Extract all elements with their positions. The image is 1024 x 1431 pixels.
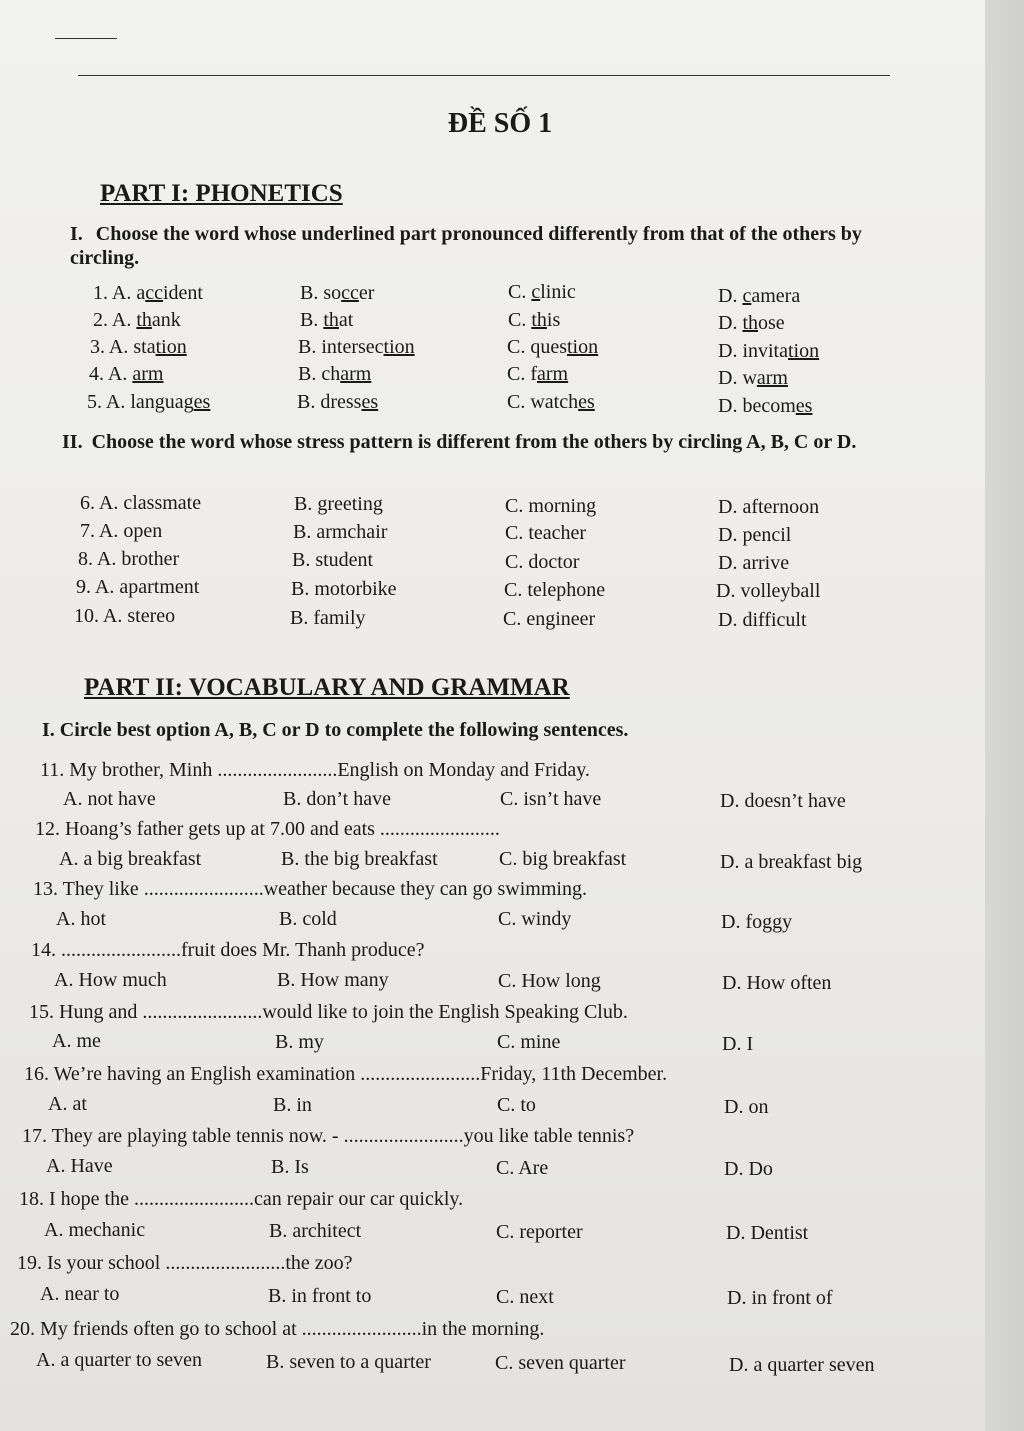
option-a[interactable]: A. accident	[111, 282, 203, 304]
question-6-option-c[interactable]: C. morning	[505, 495, 597, 517]
question-17-option-a[interactable]: A. Have	[46, 1155, 113, 1177]
option-a[interactable]: A. arm	[107, 363, 164, 385]
question-15-stem: 15. Hung and ........................would like to join the English Speaking Club.	[29, 1001, 628, 1023]
question-19-stem: 19. Is your school ........................the zoo?	[17, 1252, 353, 1274]
part1-sec2-instruction	[62, 430, 912, 454]
question-10: 10. A. stereo	[74, 605, 176, 627]
question-19-option-a[interactable]: A. near to	[40, 1283, 120, 1305]
question-17-option-c[interactable]: C. Are	[496, 1157, 549, 1179]
question-13-stem: 13. They like ........................weather because they can go swimming.	[33, 878, 587, 900]
question-1-option-b[interactable]: B. soccer	[300, 282, 375, 304]
question-15-option-a[interactable]: A. me	[52, 1030, 101, 1052]
question-14-stem: 14. ........................fruit does Mr. Thanh produce?	[31, 939, 425, 961]
question-11-stem: 11. My brother, Minh ........................English on Monday and Friday.	[40, 759, 590, 781]
question-16-stem: 16. We’re having an English examination ........................Friday, 11th December.	[24, 1063, 668, 1085]
question-5-option-c[interactable]: C. watches	[507, 391, 595, 413]
question-19-option-b[interactable]: B. in front to	[268, 1285, 372, 1307]
question-7-option-c[interactable]: C. teacher	[505, 522, 587, 544]
question-12-option-b[interactable]: B. the big breakfast	[281, 848, 438, 870]
question-14-option-a[interactable]: A. How much	[54, 969, 167, 991]
question-17-option-b[interactable]: B. Is	[271, 1156, 309, 1178]
question-11-option-c[interactable]: C. isn’t have	[500, 788, 602, 810]
question-14-option-d[interactable]: D. How often	[722, 972, 832, 994]
question-16-option-a[interactable]: A. at	[48, 1093, 87, 1115]
question-5-option-d[interactable]: D. becomes	[718, 395, 813, 417]
question-3: 3. A. station	[90, 336, 187, 358]
sec1-label: I.	[70, 223, 83, 245]
question-8-option-b[interactable]: B. student	[292, 549, 374, 571]
question-20-option-d[interactable]: D. a quarter seven	[729, 1354, 875, 1376]
option-a[interactable]: A. thank	[111, 309, 181, 331]
question-4: 4. A. arm	[89, 363, 164, 385]
question-13-option-a[interactable]: A. hot	[56, 908, 106, 930]
question-12-option-c[interactable]: C. big breakfast	[499, 848, 627, 870]
question-10-option-c[interactable]: C. engineer	[503, 608, 596, 630]
option-a[interactable]: A. station	[108, 336, 187, 358]
sec2-label: II.	[62, 431, 83, 453]
header-rule	[78, 75, 890, 76]
question-20-option-a[interactable]: A. a quarter to seven	[36, 1349, 203, 1371]
question-5-option-b[interactable]: B. dresses	[297, 391, 379, 413]
question-15-option-d[interactable]: D. I	[722, 1033, 754, 1055]
option-a[interactable]: A. brother	[96, 548, 180, 570]
question-6-option-d[interactable]: D. afternoon	[718, 496, 820, 518]
question-9-option-d[interactable]: D. volleyball	[716, 580, 821, 602]
part2-sec1-instruction: I. Circle best option A, B, C or D to complete the following sentences.	[42, 719, 629, 741]
option-a[interactable]: A. apartment	[94, 576, 200, 598]
question-15-option-b[interactable]: B. my	[275, 1031, 324, 1053]
question-1-option-d[interactable]: D. camera	[718, 285, 801, 307]
question-7-option-b[interactable]: B. armchair	[293, 521, 388, 543]
top-short-rule	[55, 38, 117, 39]
question-12-option-d[interactable]: D. a breakfast big	[720, 851, 863, 873]
option-a[interactable]: A. open	[98, 520, 163, 542]
question-13-option-c[interactable]: C. windy	[498, 908, 572, 930]
question-8-option-d[interactable]: D. arrive	[718, 552, 790, 574]
question-11-option-a[interactable]: A. not have	[63, 788, 156, 810]
question-16-option-b[interactable]: B. in	[273, 1094, 312, 1116]
question-19-option-c[interactable]: C. next	[496, 1286, 554, 1308]
question-4-option-c[interactable]: C. farm	[507, 363, 569, 385]
question-13-option-d[interactable]: D. foggy	[721, 911, 793, 933]
question-12-option-a[interactable]: A. a big breakfast	[59, 848, 202, 870]
question-20-option-b[interactable]: B. seven to a quarter	[266, 1351, 431, 1373]
question-20-option-c[interactable]: C. seven quarter	[495, 1352, 626, 1374]
option-a[interactable]: A. languages	[105, 391, 211, 413]
question-9-option-c[interactable]: C. telephone	[504, 579, 606, 601]
question-1-option-c[interactable]: C. clinic	[508, 281, 576, 303]
question-7: 7. A. open	[80, 520, 163, 542]
question-9: 9. A. apartment	[76, 576, 200, 598]
question-14-option-c[interactable]: C. How long	[498, 970, 601, 992]
question-11-option-d[interactable]: D. doesn’t have	[720, 790, 846, 812]
sec1-text: Choose the word whose underlined part pronounced differently from that of the others by circling.	[70, 223, 862, 269]
option-a[interactable]: A. stereo	[102, 605, 176, 627]
part1-sec1-instruction	[70, 222, 920, 270]
question-5: 5. A. languages	[87, 391, 211, 413]
question-7-option-d[interactable]: D. pencil	[718, 524, 792, 546]
question-6-option-b[interactable]: B. greeting	[294, 493, 383, 515]
question-20-stem: 20. My friends often go to school at ........................in the morning.	[10, 1318, 545, 1340]
question-17-stem: 17. They are playing table tennis now. - ........................you like table tennis?	[22, 1125, 635, 1147]
question-17-option-d[interactable]: D. Do	[724, 1158, 773, 1180]
question-11-option-b[interactable]: B. don’t have	[283, 788, 391, 810]
question-18-option-c[interactable]: C. reporter	[496, 1221, 583, 1243]
question-13-option-b[interactable]: B. cold	[279, 908, 337, 930]
question-2: 2. A. thank	[93, 309, 181, 331]
question-18-option-d[interactable]: D. Dentist	[726, 1222, 809, 1244]
question-1: 1. A. accident	[93, 282, 203, 304]
page-title: ĐỀ SỐ 1	[447, 108, 553, 139]
option-a[interactable]: A. classmate	[98, 492, 202, 514]
question-16-option-c[interactable]: C. to	[497, 1094, 536, 1116]
question-16-option-d[interactable]: D. on	[724, 1096, 769, 1118]
question-9-option-b[interactable]: B. motorbike	[291, 578, 397, 600]
question-15-option-c[interactable]: C. mine	[497, 1031, 561, 1053]
question-14-option-b[interactable]: B. How many	[277, 969, 389, 991]
question-12-stem: 12. Hoang’s father gets up at 7.00 and eats ........................	[35, 818, 500, 840]
question-19-option-d[interactable]: D. in front of	[727, 1287, 833, 1309]
question-3-option-b[interactable]: B. intersection	[298, 336, 415, 358]
question-8-option-c[interactable]: C. doctor	[505, 551, 580, 573]
question-3-option-c[interactable]: C. question	[507, 336, 599, 358]
question-3-option-d[interactable]: D. invitation	[718, 340, 820, 362]
question-10-option-b[interactable]: B. family	[290, 607, 366, 629]
part1-heading: PART I: PHONETICS	[100, 180, 343, 207]
question-6: 6. A. classmate	[80, 492, 202, 514]
sec2-text: Choose the word whose stress pattern is different from the others by circling A, B, C or D.	[91, 431, 857, 453]
question-18-stem: 18. I hope the ........................can repair our car quickly.	[19, 1188, 464, 1210]
question-18-option-a[interactable]: A. mechanic	[44, 1219, 146, 1241]
question-2-option-b[interactable]: B. that	[300, 309, 354, 331]
question-18-option-b[interactable]: B. architect	[269, 1220, 362, 1242]
question-2-option-d[interactable]: D. those	[718, 312, 785, 334]
question-4-option-b[interactable]: B. charm	[298, 363, 372, 385]
question-10-option-d[interactable]: D. difficult	[718, 609, 807, 631]
part2-heading: PART II: VOCABULARY AND GRAMMAR	[84, 674, 570, 701]
question-4-option-d[interactable]: D. warm	[718, 367, 788, 389]
question-8: 8. A. brother	[78, 548, 180, 570]
question-2-option-c[interactable]: C. this	[508, 309, 561, 331]
page-edge-shadow	[985, 0, 1024, 1431]
